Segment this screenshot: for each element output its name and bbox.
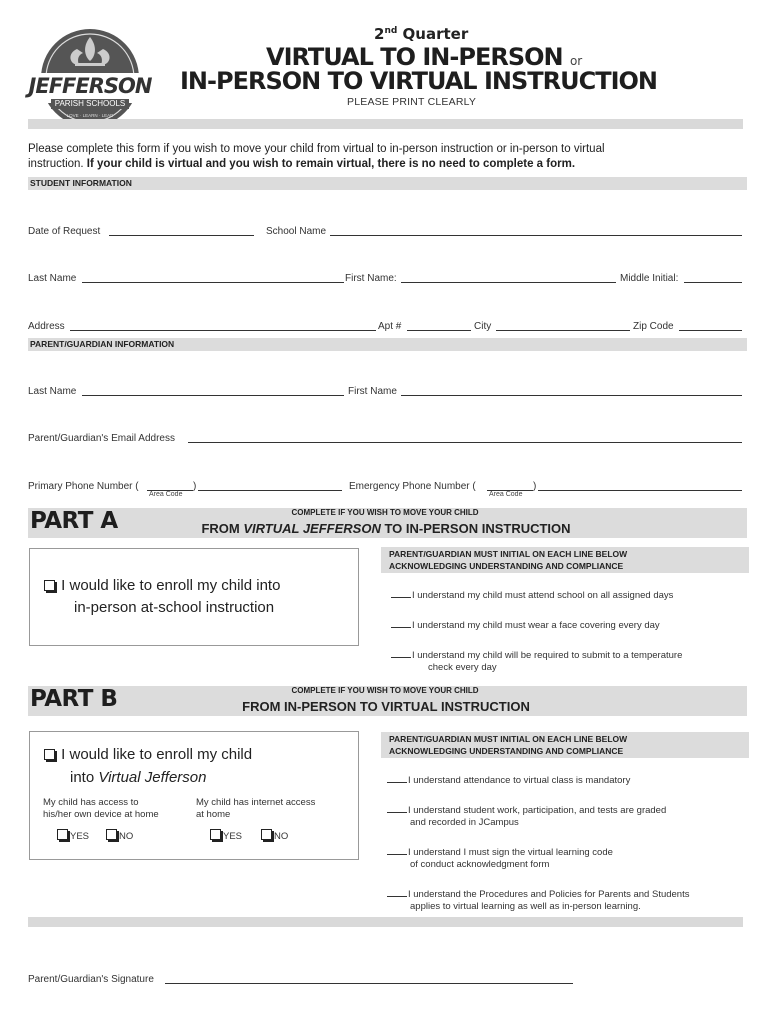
internet-access-question: My child has internet access at home xyxy=(196,797,316,820)
part-a-item-3[interactable]: I understand my child will be required to submit to a temperature check every day xyxy=(391,650,682,674)
zip-label: Zip Code xyxy=(633,321,674,332)
logo xyxy=(27,27,153,129)
internet-no-option[interactable]: NO xyxy=(261,829,288,843)
parent-email-label: Parent/Guardian's Email Address xyxy=(28,433,175,444)
signature-field[interactable] xyxy=(165,983,573,984)
part-a-must-initial: PARENT/GUARDIAN MUST INITIAL ON EACH LINE BELOW ACKNOWLEDGING UNDERSTANDING AND COMPLIANCE xyxy=(381,547,749,573)
internet-no-checkbox[interactable] xyxy=(261,829,272,840)
city-field[interactable] xyxy=(496,330,630,331)
student-info-heading: STUDENT INFORMATION xyxy=(28,177,747,190)
part-b-item-2[interactable]: I understand student work, participation, and tests are graded and recorded in JCampus xyxy=(387,805,666,829)
part-a-label: PART A xyxy=(30,508,118,534)
city-label: City xyxy=(474,321,492,332)
parent-first-name-field[interactable] xyxy=(401,395,742,396)
emergency-phone-label: Emergency Phone Number ( xyxy=(349,481,476,492)
part-a-enroll-option[interactable]: I would like to enroll my child into xyxy=(44,577,280,594)
emergency-paren-close: ) xyxy=(533,481,537,492)
parent-first-name-label: First Name xyxy=(348,386,397,397)
student-last-name-label: Last Name xyxy=(28,273,77,284)
part-b-enroll-option[interactable]: I would like to enroll my child xyxy=(44,746,252,763)
page-title-line2: IN-PERSON TO VIRTUAL INSTRUCTION xyxy=(180,67,657,95)
school-name-label: School Name xyxy=(266,226,327,237)
student-first-name-field[interactable] xyxy=(401,282,616,283)
device-no-checkbox[interactable] xyxy=(106,829,117,840)
footer-divider xyxy=(28,917,743,927)
part-b-enroll-line2: into Virtual Jefferson xyxy=(70,769,207,786)
part-b-must-initial: PARENT/GUARDIAN MUST INITIAL ON EACH LINE BELOW ACKNOWLEDGING UNDERSTANDING AND COMPLIANCE xyxy=(381,732,749,758)
middle-initial-label: Middle Initial: xyxy=(620,273,679,284)
page-title-line1: VIRTUAL TO IN-PERSON or xyxy=(266,43,583,71)
part-a-enroll-box xyxy=(29,548,359,646)
apt-field[interactable] xyxy=(407,330,471,331)
date-of-request-field[interactable] xyxy=(109,235,254,236)
school-name-field[interactable] xyxy=(330,235,742,236)
apt-label: Apt # xyxy=(378,321,402,332)
intro-text: Please complete this form if you wish to move your child from virtual to in-person instruction or in-person to virtual instruction. If your child is virtual and you wish to remain virtual, there is no need to complete a form. xyxy=(28,142,743,172)
quarter-label: 2nd Quarter xyxy=(374,25,469,43)
part-a-enroll-checkbox[interactable] xyxy=(44,580,55,591)
parent-email-field[interactable] xyxy=(188,442,742,443)
part-a-complete-text: COMPLETE IF YOU WISH TO MOVE YOUR CHILD xyxy=(291,508,479,517)
emergency-area-code-caption: Area Code xyxy=(489,491,523,498)
part-a-enroll-line2: in-person at-school instruction xyxy=(74,599,275,616)
address-field[interactable] xyxy=(70,330,376,331)
part-a-item-1[interactable]: I understand my child must attend school on all assigned days xyxy=(391,590,673,602)
parent-info-heading: PARENT/GUARDIAN INFORMATION xyxy=(28,338,747,351)
primary-paren-close: ) xyxy=(193,481,197,492)
intro-line2: instruction. If your child is virtual and you wish to remain virtual, there is no need to complete a form. xyxy=(28,158,576,170)
device-no-option[interactable]: NO xyxy=(106,829,133,843)
student-last-name-field[interactable] xyxy=(82,282,344,283)
internet-yes-option[interactable]: YES xyxy=(210,829,242,843)
address-label: Address xyxy=(28,321,65,332)
emergency-phone-field[interactable] xyxy=(538,490,742,491)
print-clearly: PLEASE PRINT CLEARLY xyxy=(347,96,477,108)
part-a-item-2[interactable]: I understand my child must wear a face covering every day xyxy=(391,620,660,632)
device-yes-option[interactable]: YES xyxy=(57,829,89,843)
zip-field[interactable] xyxy=(679,330,742,331)
signature-label: Parent/Guardian's Signature xyxy=(28,974,154,985)
parent-last-name-label: Last Name xyxy=(28,386,77,397)
logo-subtitle: PARISH SCHOOLS xyxy=(51,99,129,109)
parent-last-name-field[interactable] xyxy=(82,395,344,396)
header-divider xyxy=(28,119,743,129)
logo-wordmark: JEFFERSON xyxy=(28,74,152,98)
logo-motto: LOVE · LEARN · LEAD xyxy=(66,113,114,118)
part-b-label: PART B xyxy=(30,686,118,712)
part-a-from-text: FROM VIRTUAL JEFFERSON TO IN-PERSON INSTRUCTION xyxy=(201,521,571,536)
middle-initial-field[interactable] xyxy=(684,282,742,283)
primary-area-code-caption: Area Code xyxy=(149,491,183,498)
part-b-item-3[interactable]: I understand I must sign the virtual learning code of conduct acknowledgment form xyxy=(387,847,613,871)
student-first-name-label: First Name: xyxy=(345,273,397,284)
date-of-request-label: Date of Request xyxy=(28,226,101,237)
internet-yes-checkbox[interactable] xyxy=(210,829,221,840)
part-b-complete-text: COMPLETE IF YOU WISH TO MOVE YOUR CHILD xyxy=(291,686,479,695)
device-access-question: My child has access to his/her own device at home xyxy=(43,797,159,820)
part-b-item-4[interactable]: I understand the Procedures and Policies for Parents and Students applies to virtual learning as well as in-person learning. xyxy=(387,889,689,913)
primary-phone-field[interactable] xyxy=(198,490,342,491)
part-b-enroll-checkbox[interactable] xyxy=(44,749,55,760)
part-b-item-1[interactable]: I understand attendance to virtual class is mandatory xyxy=(387,775,630,787)
device-yes-checkbox[interactable] xyxy=(57,829,68,840)
primary-phone-label: Primary Phone Number ( xyxy=(28,481,139,492)
part-b-from-text: FROM IN-PERSON TO VIRTUAL INSTRUCTION xyxy=(242,699,530,714)
